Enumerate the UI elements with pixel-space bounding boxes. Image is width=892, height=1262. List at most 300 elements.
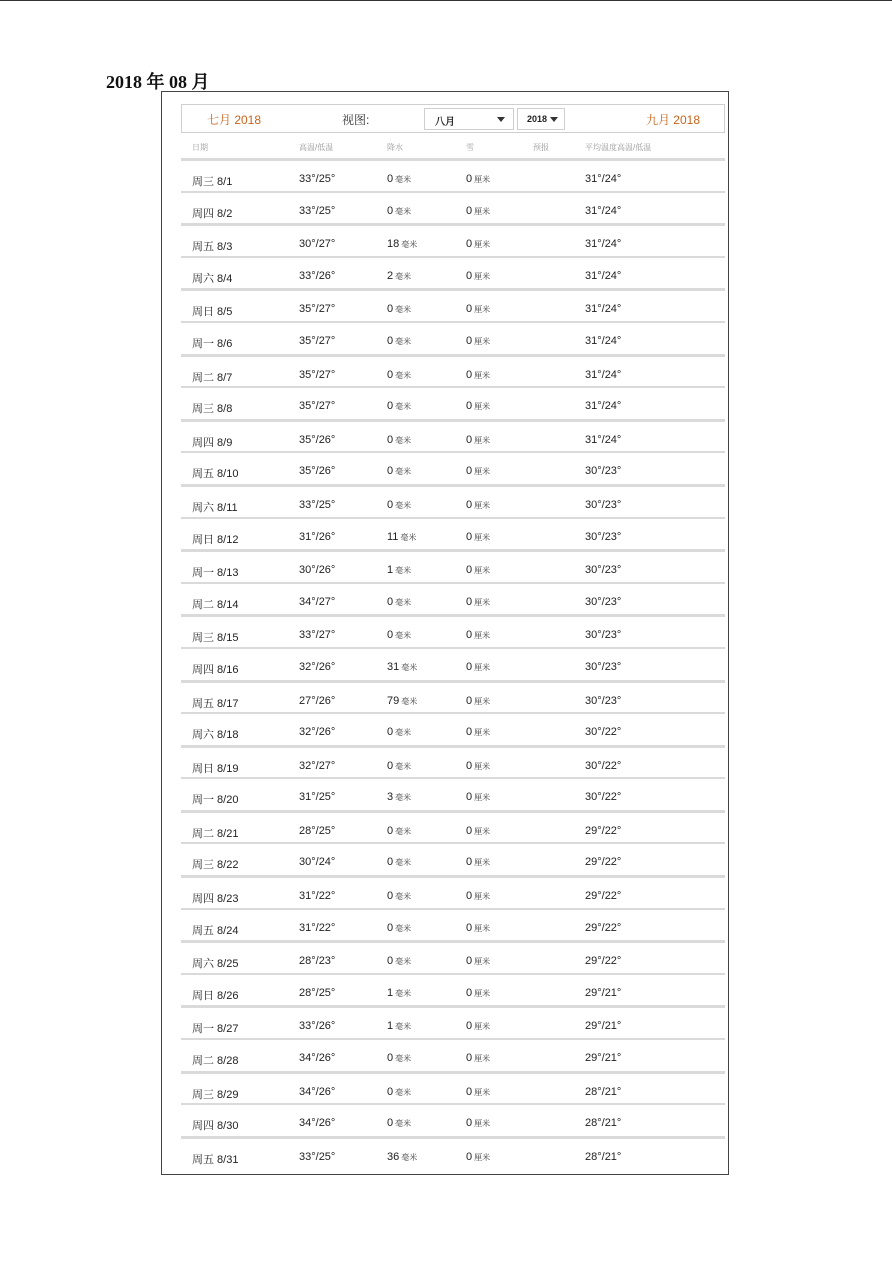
day-rain: [387, 335, 411, 347]
rain-value: 0: [387, 955, 394, 968]
day-snow: [466, 1151, 490, 1163]
snow-value: 0: [466, 595, 473, 608]
snow-value: 0: [466, 1020, 473, 1033]
rain-unit: 毫米: [401, 662, 418, 672]
day-rain: [387, 760, 411, 772]
day-rain: [387, 1086, 411, 1098]
rain-unit: 毫米: [395, 631, 412, 641]
rain-unit: 毫米: [395, 435, 412, 445]
day-avg: 31°/24°: [585, 173, 622, 185]
day-avg: 29°/22°: [585, 856, 622, 869]
day-temp: 28°/25°: [299, 824, 336, 837]
rain-value: 0: [387, 303, 394, 316]
day-date: 周四 8/23: [192, 893, 239, 906]
day-snow: [466, 760, 490, 772]
rain-value: 11: [387, 530, 399, 543]
day-date: 周三 8/1: [192, 176, 233, 188]
rain-unit: 毫米: [401, 696, 418, 706]
day-date: 周日 8/19: [192, 762, 239, 775]
rain-unit: 毫米: [395, 1087, 412, 1097]
day-avg: 29°/21°: [585, 986, 622, 999]
day-temp: 32°/26°: [299, 660, 336, 673]
day-rain: [387, 400, 411, 412]
day-avg: 31°/24°: [585, 238, 622, 251]
snow-unit: 厘米: [474, 467, 491, 477]
day-snow: [466, 270, 490, 282]
snow-unit: 厘米: [474, 435, 491, 445]
snow-unit: 厘米: [474, 1119, 491, 1129]
day-date: 周一 8/20: [192, 794, 239, 807]
day-rain: [387, 922, 411, 934]
day-avg: 29°/22°: [585, 921, 622, 934]
snow-value: 0: [466, 726, 473, 739]
snow-value: 0: [466, 303, 473, 316]
day-date: 周一 8/6: [192, 337, 233, 350]
day-snow: [466, 434, 490, 446]
day-rain: [387, 596, 411, 608]
snow-value: 0: [466, 465, 473, 478]
year-select[interactable]: [517, 108, 565, 130]
rain-value: 79: [387, 694, 400, 707]
day-temp: 33°/26°: [299, 1020, 336, 1033]
day-temp: 35°/27°: [299, 368, 336, 381]
day-temp: 33°/27°: [299, 629, 336, 642]
rain-value: 2: [387, 269, 394, 282]
day-temp: 34°/26°: [299, 1117, 336, 1130]
day-date: 周五 8/24: [192, 924, 239, 937]
snow-value: 0: [466, 498, 473, 511]
day-rain: [387, 369, 411, 381]
snow-unit: 厘米: [474, 696, 491, 706]
table-row: [181, 451, 725, 484]
column-headers: [181, 142, 725, 156]
day-temp: 30°/27°: [299, 238, 336, 251]
day-rain: [387, 629, 411, 641]
rain-value: 0: [387, 368, 394, 381]
header-forecast: 预报: [533, 143, 549, 152]
day-avg: 31°/24°: [585, 400, 622, 413]
snow-unit: 厘米: [474, 305, 491, 315]
table-row: [181, 745, 725, 778]
snow-value: 0: [466, 694, 473, 707]
day-snow: [466, 400, 490, 412]
rain-value: 0: [387, 890, 394, 903]
snow-value: 0: [466, 1117, 473, 1130]
rain-unit: 毫米: [395, 826, 412, 836]
day-avg: 31°/24°: [585, 334, 622, 347]
rain-unit: 毫米: [401, 1152, 418, 1162]
rain-value: 0: [387, 921, 394, 934]
snow-value: 0: [466, 334, 473, 347]
day-avg: 29°/22°: [585, 955, 622, 968]
day-rain: [387, 1052, 411, 1064]
day-rain: [387, 270, 411, 282]
rain-value: 18: [387, 238, 400, 251]
day-temp: 33°/25°: [299, 498, 336, 511]
day-temp: 34°/27°: [299, 595, 336, 608]
snow-value: 0: [466, 759, 473, 772]
header-avg: 平均温度高温/低温: [585, 143, 652, 152]
rain-unit: 毫米: [395, 1054, 412, 1064]
rain-unit: 毫米: [395, 728, 412, 738]
rain-unit: 毫米: [400, 532, 417, 542]
day-temp: 35°/27°: [299, 303, 336, 316]
day-snow: [466, 205, 490, 217]
chevron-down-icon: [550, 117, 558, 122]
day-rain: [387, 791, 411, 803]
day-date: 周三 8/15: [192, 632, 239, 645]
day-date: 周日 8/12: [192, 533, 239, 546]
rain-value: 0: [387, 824, 394, 837]
table-row: [181, 1103, 725, 1136]
table-row: [181, 549, 725, 582]
snow-value: 0: [466, 856, 473, 869]
rain-unit: 毫米: [395, 793, 412, 803]
prev-month-link[interactable]: 七月 2018: [207, 113, 262, 127]
day-date: 周四 8/2: [192, 207, 233, 220]
day-rain: [387, 303, 411, 315]
table-row: [181, 1136, 725, 1169]
day-avg: 29°/21°: [585, 1052, 622, 1065]
snow-unit: 厘米: [474, 923, 491, 933]
day-date: 周三 8/8: [192, 403, 233, 416]
table-row: [181, 973, 725, 1006]
day-avg: 30°/23°: [585, 629, 622, 642]
day-snow: [466, 922, 490, 934]
snow-unit: 厘米: [474, 175, 491, 184]
day-snow: [466, 987, 490, 999]
table-row: [181, 582, 725, 615]
rain-unit: 毫米: [395, 957, 412, 967]
day-temp: 31°/22°: [299, 890, 336, 903]
day-date: 周三 8/22: [192, 859, 239, 872]
table-row: [181, 386, 725, 419]
header-snow: 雪: [466, 143, 474, 152]
day-snow: [466, 791, 490, 803]
table-row: [181, 842, 725, 875]
rain-unit: 毫米: [395, 370, 412, 380]
rain-unit: 毫米: [395, 1119, 412, 1129]
day-date: 周六 8/4: [192, 272, 233, 285]
day-rain: [387, 564, 411, 576]
rain-value: 0: [387, 204, 394, 217]
day-date: 周五 8/10: [192, 468, 239, 481]
snow-value: 0: [466, 824, 473, 837]
snow-value: 0: [466, 1150, 473, 1163]
day-avg: 30°/23°: [585, 465, 622, 478]
day-rain: [387, 531, 416, 543]
day-temp: 34°/26°: [299, 1085, 336, 1098]
day-date: 周四 8/16: [192, 663, 239, 676]
snow-unit: 厘米: [474, 566, 491, 576]
day-date: 周二 8/28: [192, 1055, 239, 1068]
day-rain: [387, 890, 411, 902]
day-avg: 29°/22°: [585, 890, 622, 903]
day-snow: [466, 499, 490, 511]
day-rain: [387, 987, 411, 999]
day-temp: 32°/27°: [299, 759, 336, 772]
rain-value: 0: [387, 1085, 394, 1098]
day-rain: [387, 955, 411, 967]
rain-unit: 毫米: [395, 206, 412, 216]
day-date: 周四 8/9: [192, 436, 233, 449]
day-date: 周日 8/26: [192, 989, 239, 1002]
snow-value: 0: [466, 204, 473, 217]
top-rule: [0, 0, 892, 1]
day-snow: [466, 1117, 490, 1129]
rain-value: 0: [387, 726, 394, 739]
snow-unit: 厘米: [474, 988, 491, 998]
month-select[interactable]: [424, 108, 514, 130]
day-snow: [466, 596, 490, 608]
view-label: 视图:: [342, 113, 370, 127]
day-temp: 31°/25°: [299, 791, 336, 804]
day-date: 周五 8/17: [192, 697, 239, 710]
table-row: [181, 419, 725, 452]
day-rain: [387, 1151, 417, 1163]
table-row: [181, 321, 725, 354]
day-avg: 31°/24°: [585, 204, 622, 217]
day-temp: 30°/24°: [299, 856, 336, 869]
snow-unit: 厘米: [474, 271, 491, 281]
rain-value: 1: [387, 1020, 394, 1033]
day-temp: 35°/26°: [299, 465, 336, 478]
table-row: [181, 1005, 725, 1038]
day-snow: [466, 890, 490, 902]
rain-unit: 毫米: [395, 597, 412, 607]
rain-value: 0: [387, 1117, 394, 1130]
rain-value: 0: [387, 400, 394, 413]
day-avg: 29°/22°: [585, 824, 622, 837]
table-row: [181, 875, 725, 908]
rain-unit: 毫米: [395, 500, 412, 510]
day-snow: [466, 726, 490, 738]
day-temp: 34°/26°: [299, 1052, 336, 1065]
snow-value: 0: [466, 433, 473, 446]
day-avg: 28°/21°: [585, 1085, 622, 1098]
day-avg: 29°/21°: [585, 1020, 622, 1033]
rain-unit: 毫米: [395, 923, 412, 933]
snow-unit: 厘米: [474, 892, 491, 902]
table-row: [181, 484, 725, 517]
table-row: [181, 517, 725, 550]
rain-unit: 毫米: [395, 175, 412, 184]
day-snow: [466, 695, 490, 707]
day-rain: [387, 205, 411, 217]
table-row: [181, 712, 725, 745]
snow-unit: 厘米: [474, 402, 491, 412]
rain-value: 1: [387, 564, 394, 577]
table-row: [181, 288, 725, 321]
rain-value: 0: [387, 173, 394, 185]
rain-unit: 毫米: [395, 988, 412, 998]
day-avg: 28°/21°: [585, 1117, 622, 1130]
table-row: [181, 191, 725, 224]
day-avg: 30°/23°: [585, 564, 622, 577]
snow-unit: 厘米: [474, 1152, 491, 1162]
snow-unit: 厘米: [474, 336, 491, 346]
day-rain: [387, 726, 411, 738]
header-date: 日期: [192, 143, 208, 152]
day-rain: [387, 465, 411, 477]
snow-value: 0: [466, 530, 473, 543]
day-rain: [387, 825, 411, 837]
snow-value: 0: [466, 1085, 473, 1098]
day-avg: 30°/22°: [585, 726, 622, 739]
day-rain: [387, 856, 411, 868]
day-temp: 35°/27°: [299, 400, 336, 413]
snow-unit: 厘米: [474, 761, 491, 771]
day-avg: 31°/24°: [585, 433, 622, 446]
snow-unit: 厘米: [474, 858, 491, 868]
snow-value: 0: [466, 1052, 473, 1065]
rain-unit: 毫米: [395, 305, 412, 315]
rain-value: 36: [387, 1150, 400, 1163]
day-rain: [387, 695, 417, 707]
day-temp: 28°/23°: [299, 955, 336, 968]
day-temp: 35°/27°: [299, 334, 336, 347]
rain-unit: 毫米: [395, 566, 412, 576]
snow-unit: 厘米: [474, 500, 491, 510]
snow-unit: 厘米: [474, 1087, 491, 1097]
snow-value: 0: [466, 400, 473, 413]
table-row: [181, 680, 725, 713]
chevron-down-icon: [497, 117, 505, 122]
day-date: 周六 8/18: [192, 729, 239, 742]
table-row: [181, 1071, 725, 1104]
snow-unit: 厘米: [474, 532, 491, 542]
day-temp: 33°/25°: [299, 1150, 336, 1163]
rain-value: 0: [387, 334, 394, 347]
rain-value: 0: [387, 629, 394, 642]
snow-value: 0: [466, 660, 473, 673]
day-temp: 27°/26°: [299, 694, 336, 707]
day-date: 周二 8/14: [192, 598, 239, 611]
snow-unit: 厘米: [474, 631, 491, 641]
table-row: [181, 354, 725, 387]
snow-value: 0: [466, 173, 473, 185]
table-row: [181, 614, 725, 647]
day-avg: 30°/23°: [585, 498, 622, 511]
day-rain: [387, 661, 417, 673]
snow-value: 0: [466, 921, 473, 934]
rain-unit: 毫米: [395, 858, 412, 868]
day-snow: [466, 465, 490, 477]
day-date: 周二 8/7: [192, 371, 233, 384]
day-temp: 33°/26°: [299, 269, 336, 282]
day-avg: 30°/23°: [585, 694, 622, 707]
day-date: 周五 8/31: [192, 1153, 239, 1166]
snow-unit: 厘米: [474, 826, 491, 836]
rain-unit: 毫米: [395, 1022, 412, 1032]
snow-unit: 厘米: [474, 597, 491, 607]
snow-value: 0: [466, 564, 473, 577]
day-snow: [466, 173, 490, 185]
rain-value: 0: [387, 595, 394, 608]
day-snow: [466, 955, 490, 967]
day-avg: 31°/24°: [585, 303, 622, 316]
snow-unit: 厘米: [474, 957, 491, 967]
day-temp: 32°/26°: [299, 726, 336, 739]
day-date: 周一 8/13: [192, 567, 239, 580]
header-temp: 高温/低温: [299, 143, 334, 152]
rain-value: 1: [387, 986, 394, 999]
day-rain: [387, 499, 411, 511]
snow-unit: 厘米: [474, 728, 491, 738]
snow-unit: 厘米: [474, 1022, 491, 1032]
day-snow: [466, 369, 490, 381]
day-date: 周一 8/27: [192, 1023, 239, 1036]
rain-unit: 毫米: [395, 892, 412, 902]
day-avg: 28°/21°: [585, 1150, 622, 1163]
table-row: [181, 810, 725, 843]
rain-unit: 毫米: [401, 240, 418, 250]
month-select-value: 八月: [435, 117, 455, 128]
day-rain: [387, 173, 411, 185]
day-date: 周六 8/25: [192, 958, 239, 971]
snow-value: 0: [466, 238, 473, 251]
next-month-link[interactable]: 九月 2018: [645, 113, 700, 127]
day-temp: 35°/26°: [299, 433, 336, 446]
rain-value: 0: [387, 759, 394, 772]
snow-value: 0: [466, 890, 473, 903]
day-temp: 33°/25°: [299, 173, 336, 185]
day-rain: [387, 1020, 411, 1032]
snow-value: 0: [466, 791, 473, 804]
day-snow: [466, 564, 490, 576]
snow-value: 0: [466, 986, 473, 999]
snow-value: 0: [466, 269, 473, 282]
snow-value: 0: [466, 629, 473, 642]
day-snow: [466, 303, 490, 315]
rain-value: 0: [387, 1052, 394, 1065]
day-avg: 31°/24°: [585, 269, 622, 282]
day-snow: [466, 825, 490, 837]
snow-value: 0: [466, 955, 473, 968]
day-avg: 31°/24°: [585, 368, 622, 381]
table-row: [181, 256, 725, 289]
day-temp: 28°/25°: [299, 986, 336, 999]
rain-unit: 毫米: [395, 271, 412, 281]
table-row: [181, 940, 725, 973]
rain-unit: 毫米: [395, 467, 412, 477]
rain-value: 31: [387, 660, 400, 673]
table-row: [181, 158, 725, 191]
day-avg: 30°/23°: [585, 660, 622, 673]
day-snow: [466, 1020, 490, 1032]
snow-unit: 厘米: [474, 662, 491, 672]
day-date: 周六 8/11: [192, 501, 238, 514]
table-row: [181, 908, 725, 941]
snow-unit: 厘米: [474, 240, 491, 250]
day-snow: [466, 1052, 490, 1064]
table-row: [181, 647, 725, 680]
month-nav-bar: [181, 104, 725, 133]
snow-unit: 厘米: [474, 370, 491, 380]
snow-unit: 厘米: [474, 206, 491, 216]
day-list: [181, 158, 725, 1168]
day-snow: [466, 629, 490, 641]
snow-unit: 厘米: [474, 793, 491, 803]
day-date: 周三 8/29: [192, 1088, 239, 1101]
day-avg: 30°/23°: [585, 530, 622, 543]
day-temp: 33°/25°: [299, 204, 336, 217]
day-temp: 31°/26°: [299, 530, 336, 543]
page-title: 2018 年 08 月: [106, 72, 210, 92]
rain-value: 0: [387, 856, 394, 869]
day-snow: [466, 335, 490, 347]
day-avg: 30°/23°: [585, 595, 622, 608]
